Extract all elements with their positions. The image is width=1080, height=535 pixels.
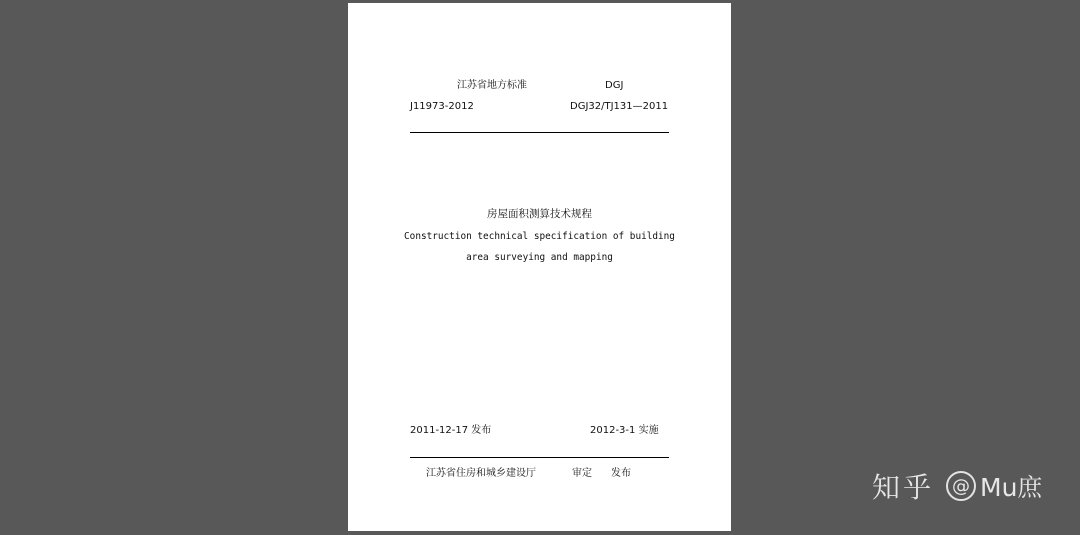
watermark-brand: 知乎 (872, 471, 935, 504)
standard-type: 江苏省地方标准 (457, 80, 527, 91)
title-chinese: 房屋面积测算技术规程 (487, 208, 592, 220)
zhihu-watermark (872, 466, 1042, 506)
title-english-line1: Construction technical specification of building (404, 231, 675, 242)
standard-number: DGJ32/TJ131—2011 (570, 101, 669, 112)
issue-date: 2011-12-17 发布 (410, 425, 492, 436)
implement-date: 2012-3-1 实施 (590, 425, 659, 436)
issuer: 江苏省住房和城乡建设厅 (426, 468, 536, 479)
at-icon: @ (946, 471, 976, 501)
document-page (348, 3, 731, 531)
approve-label: 审定 (572, 468, 592, 479)
title-english-line2: area surveying and mapping (466, 252, 613, 263)
footer-rule (410, 457, 669, 458)
standard-prefix: DGJ (605, 80, 624, 91)
header-rule (410, 132, 669, 133)
publish-label: 发布 (611, 468, 631, 479)
record-number: J11973-2012 (410, 101, 474, 112)
watermark-username: Mu庶 (980, 473, 1043, 502)
